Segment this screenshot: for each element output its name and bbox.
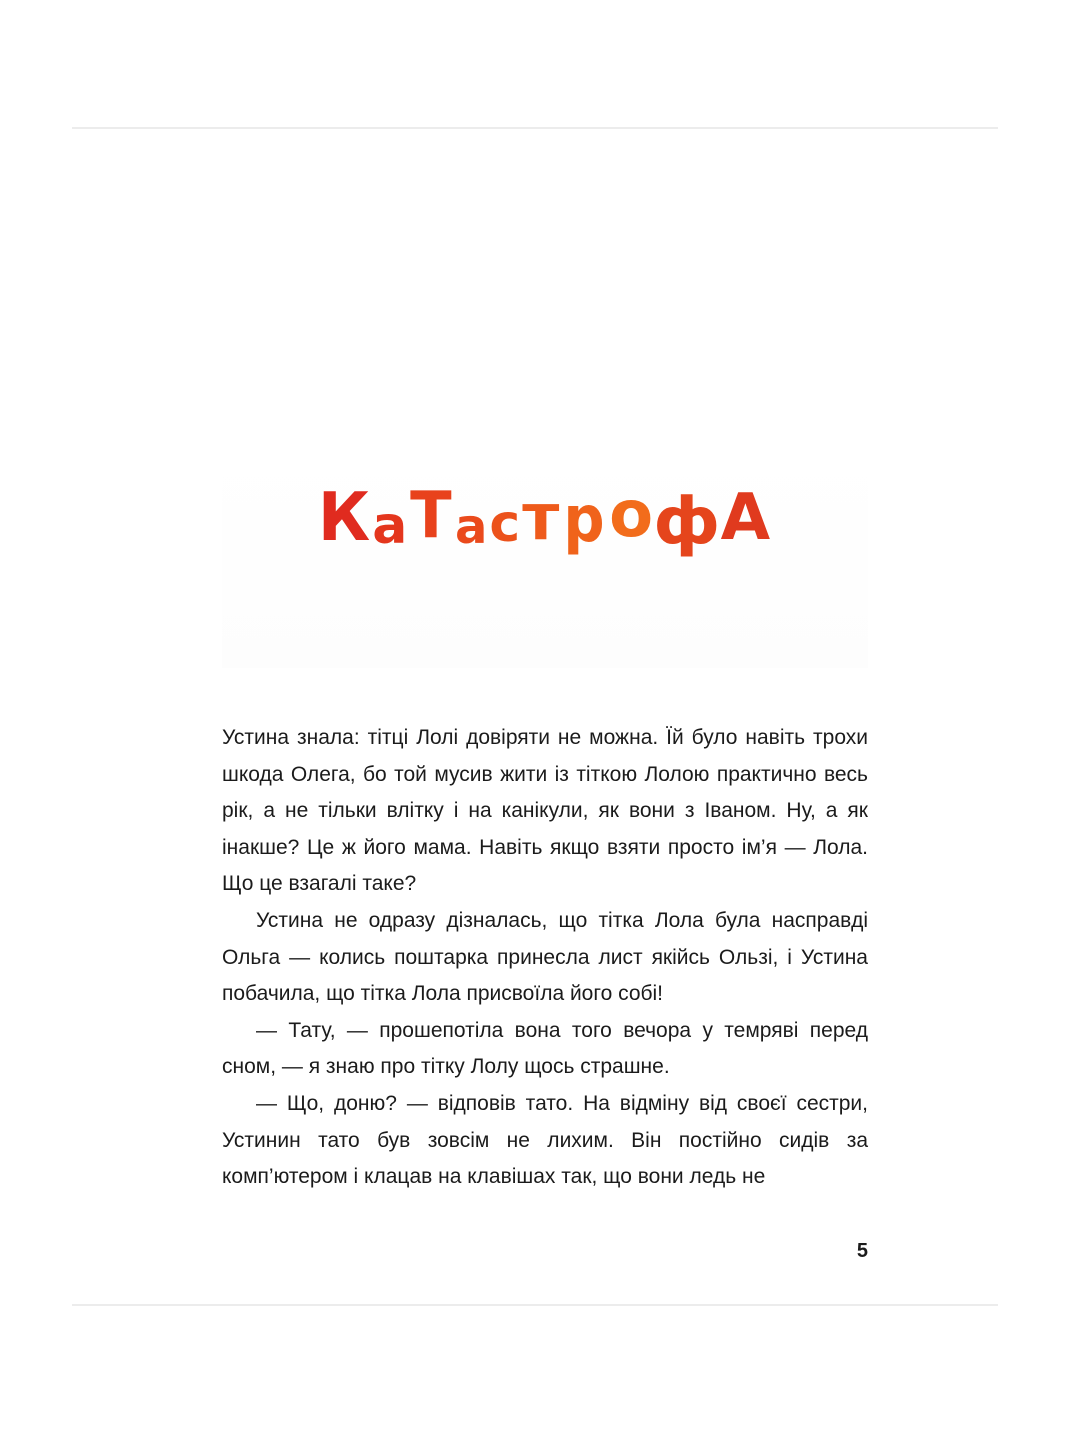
top-divider [72, 127, 998, 129]
title-letter: с [489, 494, 523, 554]
bottom-divider [72, 1304, 998, 1306]
paragraph: Устина знала: тітці Лолі довіряти не можна. Їй було навіть трохи шкода Олега, бо той мусив жити із тіткою Лолою практично весь рік, а не тільки влітку і на канікули, як вони з Іваном. Ну, а як інакше? Це ж його мама. Навіть якщо взяти просто ім’я — Лола. Що це взагалі таке? [222, 726, 868, 896]
title-letter: р [563, 483, 607, 557]
title-letter: ф [653, 485, 723, 559]
paragraph: — Що, доню? — відповів тато. На відміну від своєї сестри, Устинин тато був зовсім не лихим. Він постійно сидів за комп’ютером і клацав на клавішах так, що вони ледь не [222, 1091, 868, 1189]
paragraph: Устина не одразу дізналась, що тітка Лола була насправді Ольга — колись поштарка принесла лист якійсь Ользі, і Устина побачила, що тітка Лола присвоїла його собі! [222, 908, 868, 1006]
paragraph: — Тату, — прошепотіла вона того вечора у темряві перед сном, — я знаю про тітку Лолу щось страшне. [222, 1018, 868, 1079]
title-letter: а [454, 499, 490, 555]
title-letter: т [522, 481, 562, 555]
chapter-title-panel [222, 448, 868, 668]
title-letter: а [372, 496, 410, 556]
page-number: 5 [856, 1240, 868, 1262]
title-letter: А [720, 481, 773, 555]
body-text [222, 720, 868, 1196]
title-letter: К [317, 479, 373, 557]
title-letter: о [609, 478, 656, 552]
chapter-title [222, 478, 868, 563]
title-letter: Т [410, 479, 454, 553]
